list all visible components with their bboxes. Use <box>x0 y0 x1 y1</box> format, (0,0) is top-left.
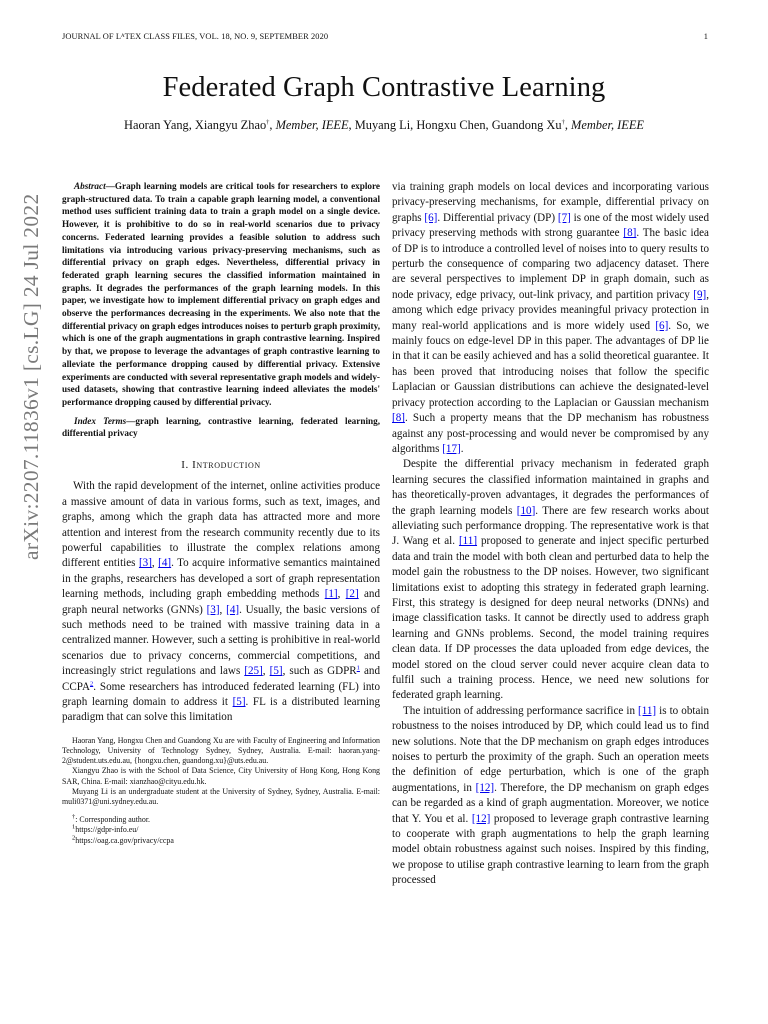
affiliation-footnote: Haoran Yang, Hongxu Chen and Guandong Xu are with Faculty of Engineering and Information Technology, University of Technology Sydney, Sydney, Australia. E-mail: haoran.yang-2@student.uts.edu.au, {hongxu.chen, guandong.xu}@uts.edu.au. <box>62 735 380 766</box>
citation-link[interactable]: [4] <box>226 603 240 616</box>
body-text: , such as GDPR <box>282 665 357 678</box>
section-heading <box>62 458 380 473</box>
citation-link[interactable]: [2] <box>345 588 359 601</box>
index-terms <box>62 415 380 440</box>
body-text: , <box>219 603 227 616</box>
arxiv-identifier[interactable]: arXiv:2207.11836v1 [cs.LG] 24 Jul 2022 <box>19 193 43 560</box>
body-text: and graph neural networks (GNNs) <box>62 588 380 616</box>
intro-paragraph <box>62 479 380 726</box>
body-text: . Some researchers has introduced federated learning (FL) into graph learning domain to address it <box>62 680 380 708</box>
author-names: Haoran Yang, Xiangyu Zhao <box>124 118 267 132</box>
left-column <box>62 180 380 846</box>
footnote-link[interactable]: 2 <box>89 679 94 687</box>
affiliation-footnote: Xiangyu Zhao is with the School of Data Science, City University of Hong Kong, Hong Kong SAR, China. E-mail: xianzhao@cityu.edu.hk. <box>62 766 380 786</box>
section-title: Introduction <box>192 459 261 472</box>
body-text: and CCPA <box>62 665 380 693</box>
footnote-text: : Corresponding author. <box>75 815 150 825</box>
abstract-label: Abstract <box>74 181 106 191</box>
footnote-url[interactable]: https://oag.ca.gov/privacy/ccpa <box>75 835 174 845</box>
body-text: via training graph models on local devices and incorporating various privacy-preserving mechanisms, for example, differential privacy on graphs <box>392 181 709 224</box>
body-text: . The basic idea of DP is to introduce a controlled level of noises into to query results to perturb the consequence of comparing two adjacency dataset. There are several perspectives to implement DP in graph domain, such as node privacy, edge privacy, out-link privacy, and partition privacy <box>392 227 709 301</box>
body-paragraph <box>392 180 709 457</box>
section-number: I. <box>181 459 193 472</box>
body-text: . Differential privacy (DP) <box>437 211 558 224</box>
journal-name: JOURNAL OF LᴬTEX CLASS FILES, VOL. 18, NO. 9, SEPTEMBER 2020 <box>62 32 329 41</box>
footnote-link[interactable]: 1 <box>356 664 360 672</box>
author-line: Haoran Yang, Xiangyu Zhao†, Member, IEEE, Muyang Li, Hongxu Chen, Guandong Xu†, Member, IEEE <box>124 118 644 132</box>
url-footnote <box>62 825 380 835</box>
affiliation-footnote: Muyang Li is an undergraduate student at the University of Sydney, Sydney, Australia. E-mail: muli0371@uni.sydney.edu.au. <box>62 786 380 807</box>
citation-link[interactable]: [3] <box>138 557 152 570</box>
citation-link[interactable]: [6] <box>424 211 438 224</box>
page-number: 1 <box>703 32 708 41</box>
running-header <box>62 32 708 41</box>
body-text: proposed to leverage graph contrastive learning to cooperate with graph augmentations to help the graph learning model obtain robustness against such noises. Inspired by this finding, we propose to utilise graph contrastive learning to learn from the graph processed <box>392 812 709 887</box>
paper-title: Federated Graph Contrastive Learning <box>162 72 606 103</box>
corresponding-footnote <box>62 815 380 825</box>
citation-link[interactable]: [6] <box>655 319 669 332</box>
body-text: is one of the most widely used privacy preserving methods with strong guarantee <box>392 211 709 240</box>
body-text: Despite the differential privacy mechanism in federated graph learning secures the classified information maintained in graphs and has theoretically-proven advantages, it degrades the performances of the graph learning models <box>392 458 709 517</box>
body-text: , <box>337 588 346 601</box>
index-terms-label: Index Terms <box>74 415 127 426</box>
citation-link[interactable]: [8] <box>623 227 637 240</box>
citation-link[interactable]: [3] <box>206 603 220 616</box>
body-text: . FL is a distributed learning paradigm that can solve this limitation <box>62 696 380 724</box>
citation-link[interactable]: [7] <box>557 211 571 224</box>
body-text: , <box>262 665 270 678</box>
body-text: . So, we mainly foucs on edge-level DP in this paper. The advantages of DP lie in that it can be easily achieved and has a solid theoretical guarantee. It has been proved that introducing noises that follow the specific Laplacian or Gaussian distributions can achieve the designated-level privacy protection according to the Laplacian or Gaussian mechanism <box>392 319 709 409</box>
body-text: . There are few research works about alleviating such performance dropping. The representative work is that J. Wang et al. <box>392 504 709 548</box>
citation-link[interactable]: [10] <box>516 504 536 517</box>
body-text: . Such a property means that the DP mechanism has robustness against any post-processing and would never be compromised by any algorithms <box>392 412 709 455</box>
citation-link[interactable]: [12] <box>471 812 491 825</box>
body-paragraph <box>392 457 709 704</box>
url-footnote <box>62 836 380 846</box>
body-text: . Usually, the basic versions of such methods need to be trained with massive training data in a centralized manner. However, such a setting is prohibitive in real-world scenarios due to privacy concerns, commercial competitions, and increasingly strict regulations and laws <box>62 603 380 678</box>
body-text: . <box>460 442 464 455</box>
corresponding-mark: † <box>266 118 270 126</box>
body-text: proposed to generate and inject specific perturbed data and train the model with both clean and perturbed data to help the model gain the robustness to the DP noises. However, two significant limitations exist to adopting this strategy in federated graph learning. First, this strategy is designed for deep neural networks (DNNs) and image classification tasks. It cannot be directly used to address graph learning and GNNs problems. Second, the model training requires clean data. If DP processes the data uploaded from edge devices, the model stored on the cloud server could never acquire clean data to fulfil such a training process. Hence, we need new solutions for federated graph learning. <box>392 535 709 702</box>
citation-link[interactable]: [11] <box>638 704 657 717</box>
body-text: , among which edge privacy provides meaningful privacy protection in many real-world applications and is more widely used <box>392 288 709 332</box>
dagger-mark: † <box>72 813 76 821</box>
citation-link[interactable]: [12] <box>475 781 495 794</box>
index-terms-text: —graph learning, contrastive learning, federated learning, differential privacy <box>62 415 380 439</box>
abstract-text: —Graph learning models are critical tools for researchers to explore graph-structured data. To train a capable graph learning model, a conventional method uses sufficient training data to train a graph model on a single device. However, it is prohibitive to do so in real-world scenarios due to privacy concerns. Federated learning provides a feasible solution to address such limitations via introducing various privacy-preserving mechanisms, such as differential privacy on graph edges. Nevertheless, differential privacy in federated graph learning secures the classified information maintained in graphs. It degrades the performances of the graph learning models. In this paper, we investigate how to implement differential privacy on graph edges and observe the performances decreasing in the experiments. We also note that the differential privacy on graph edges introduces noises to perturb graph proximity, which is one of the graph augmentations in graph contrastive learning. Inspired by that, we propose to leverage the advantages of graph contrastive learning to alleviate the performance dropping caused by differential privacy. Extensive experiments are conducted with several representative graph models and widely-used datasets, showing that contrastive learning indeed alleviates the models' performance dropping caused by differential privacy. <box>62 181 380 407</box>
citation-link[interactable]: [11] <box>458 535 478 548</box>
citation-link[interactable]: [25] <box>244 665 263 678</box>
body-paragraph <box>392 704 709 889</box>
body-text: The intuition of addressing performance sacrifice in <box>403 704 639 717</box>
citation-link[interactable]: [1] <box>324 588 338 601</box>
citation-link[interactable]: [5] <box>269 665 283 678</box>
body-text: . Therefore, the DP mechanism on graph edges can be regarded as a kind of graph augmentation. Moreover, we notice that Y. You et al. <box>392 781 709 825</box>
citation-link[interactable]: [8] <box>392 412 405 425</box>
citation-link[interactable]: [4] <box>158 557 172 570</box>
right-column <box>392 180 709 889</box>
footnote-mark: 1 <box>72 823 76 831</box>
corresponding-mark: † <box>561 118 565 126</box>
body-text: With the rapid development of the internet, online activities produce a massive amount of data in various forms, such as text, images, and graphs, among which the graph data has attracted more and more attention and interest from the research community recently due to its powerful capabilities to illustrate the complex relations among different entities <box>62 480 380 570</box>
citation-link[interactable]: [9] <box>693 288 707 301</box>
body-text: , <box>151 557 159 570</box>
abstract <box>62 180 380 409</box>
citation-link[interactable]: [17] <box>442 442 461 455</box>
footnote-mark: 2 <box>72 834 76 842</box>
author-names: , Muyang Li, Hongxu Chen, Guandong Xu <box>348 118 562 132</box>
author-role: Member, IEEE <box>275 118 349 132</box>
author-role: Member, IEEE <box>571 118 644 132</box>
body-text: is to obtain robustness to the noises introduced by DP, which could lead us to find new solutions. Note that the DP mechanism on graph edges introduces noises to perturb the proximity of the graph. Such an operation meets the definition of edge perturbation, which is one of the graph augmentations, in <box>392 704 709 794</box>
body-text: . To acquire informative semantics maintained in the graphs, researchers has developed a sort of graph representation learning methods, including graph embedding methods <box>62 557 381 601</box>
citation-link[interactable]: [5] <box>232 696 246 708</box>
footnote-url[interactable]: https://gdpr-info.eu/ <box>75 825 139 835</box>
